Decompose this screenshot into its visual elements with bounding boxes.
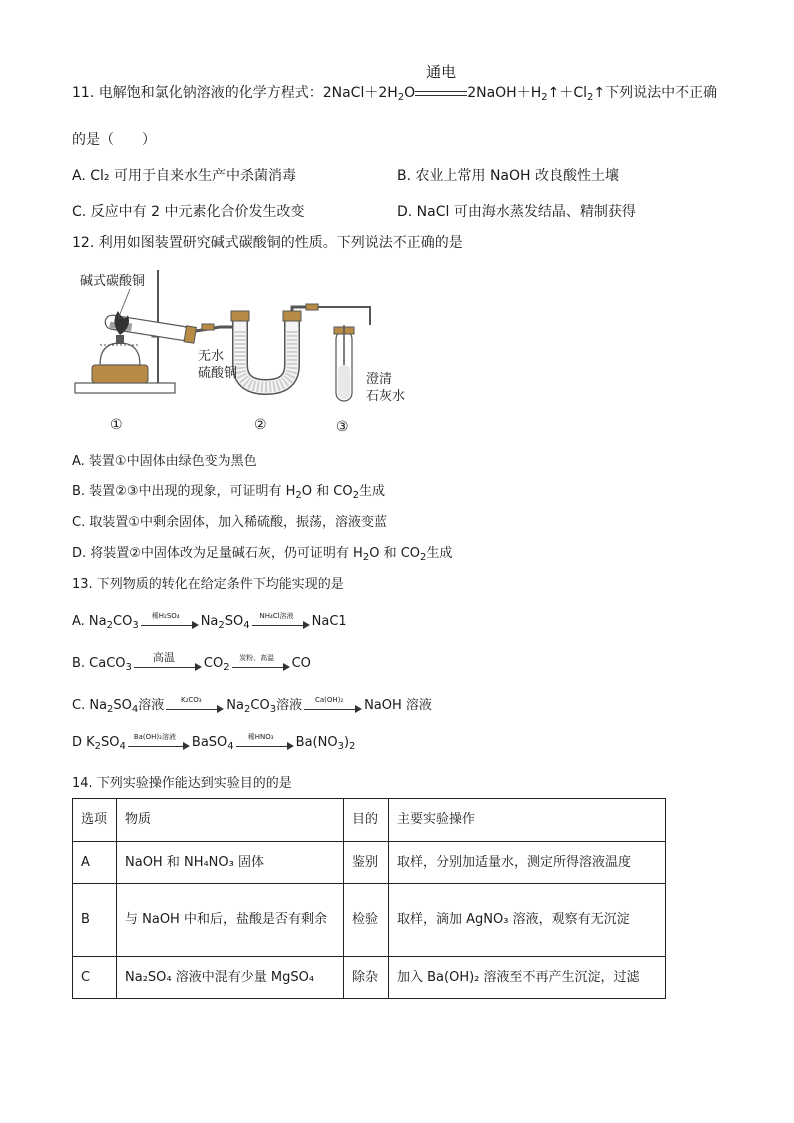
q11-option-a: A. Cl₂ 可用于自来水生产中杀菌消毒 [72,168,296,184]
row-b-material: 与 NaOH 中和后，盐酸是否有剩余 [117,884,344,957]
q12-option-c: C. 取装置①中剩余固体，加入稀硫酸，振荡，溶液变蓝 [72,515,387,530]
connector-tube-2 [292,307,306,311]
arrow-b1: 高温 [132,656,204,674]
q11-option-c: C. 反应中有 2 中元素化合价发生改变 [72,204,305,220]
row-b-operation: 取样，滴加 AgNO₃ 溶液，观察有无沉淀 [389,884,666,957]
arrow-a2: NH₄Cl溶液 [250,614,312,632]
q13-option-c: C. $Na_2SO_4$溶液 K₂CO₃ $Na_2CO_3$溶液 Ca(OH)₂ NaOH 溶液 [72,696,432,715]
q12-option-b: B. 装置②③中出现的现象，可证明有 $H_2O$ 和 $CO_2$生成 [72,484,385,501]
arrow-a1: 稀H₂SO₄ [139,614,201,632]
q12-stem: 12. 利用如图装置研究碱式碳酸铜的性质。下列说法不正确的是 [72,235,463,251]
q11-option-d: D. NaCl 可由海水蒸发结晶、精制获得 [397,204,636,220]
header-operation: 主要实验操作 [389,799,666,842]
label-limewater-1: 澄清 [366,372,393,387]
q14-table [72,798,666,999]
q11-stem-line2: 的是（ ） [72,132,156,148]
q13-stem: 13. 下列物质的转化在给定条件下均能实现的是 [72,577,344,592]
row-a-goal: 鉴别 [344,842,389,884]
row-c-goal: 除杂 [344,957,389,999]
row-b-goal: 检验 [344,884,389,957]
stand-base [75,383,175,393]
header-option: 选项 [73,799,117,842]
label-n3: ③ [336,419,349,435]
q12-option-d: D. 将装置②中固体改为足量碱石灰，仍可证明有 $H_2O$ 和 $CO_2$生成 [72,546,453,563]
q12-option-a: A. 装置①中固体由绿色变为黑色 [72,454,257,469]
lamp-wick [116,335,124,344]
apparatus-3-limewater-tube [334,325,354,401]
rubber-joint-2 [306,304,318,310]
apparatus-2-u-tube [231,311,301,387]
q13-option-a: A. $Na_2CO_3$ 稀H₂SO₄ $Na_2SO_4$ NH₄Cl溶液 NaC1 [72,612,347,631]
header-goal: 目的 [344,799,389,842]
electrolysis-equals-sign: 通电 [415,84,467,102]
rubber-joint-1 [202,324,214,330]
table-header-row [73,799,666,842]
arrow-c2: Ca(OH)₂ [302,698,364,716]
q12-apparatus-figure [70,265,430,440]
arrow-d2: 稀HNO₃ [234,735,296,753]
row-a-material: NaOH 和 NH₄NO₃ 固体 [117,842,344,884]
lamp-base [92,365,148,383]
q13-option-d: D $K_2SO_4$ Ba(OH)₂溶液 BaSO$_4$ 稀HNO₃ $Ba(NO_3)_2$ [72,733,356,752]
alcohol-lamp [100,343,140,365]
label-limewater-2: 石灰水 [366,389,406,404]
label-n2: ② [254,417,267,433]
label-basic-copper-carbonate: 碱式碳酸铜 [80,274,146,289]
table-row [73,957,666,999]
row-c-option: C [73,957,117,999]
q13-option-b: B. CaCO$_3$ 高温 $CO_2$ 炭粉、高温 CO [72,651,311,673]
label-n1: ① [110,417,123,433]
arrow-d1: Ba(OH)₂溶液 [126,735,192,753]
q11-stem-line1: 11. 电解饱和氯化钠溶液的化学方程式：$2NaCl+2H_2O$ 通电 $2NaOH+H_2↑+Cl_2↑$下列说法中不正确 [72,63,718,103]
table-row [73,842,666,884]
table-row [73,884,666,957]
arrow-b2: 炭粉、高温 [230,656,292,674]
row-c-material: Na₂SO₄ 溶液中混有少量 MgSO₄ [117,957,344,999]
header-material: 物质 [117,799,344,842]
row-a-option: A [73,842,117,884]
arrow-c1: K₂CO₃ [164,698,226,716]
label-anhydrous-2: 硫酸铜 [198,366,238,381]
q11-option-b: B. 农业上常用 NaOH 改良酸性土壤 [397,168,620,184]
q14-stem: 14. 下列实验操作能达到实验目的的是 [72,776,292,791]
label-anhydrous-1: 无水 [198,349,225,364]
row-b-option: B [73,884,117,957]
row-c-operation: 加入 Ba(OH)₂ 溶液至不再产生沉淀，过滤 [389,957,666,999]
row-a-operation: 取样，分别加适量水，测定所得溶液温度 [389,842,666,884]
